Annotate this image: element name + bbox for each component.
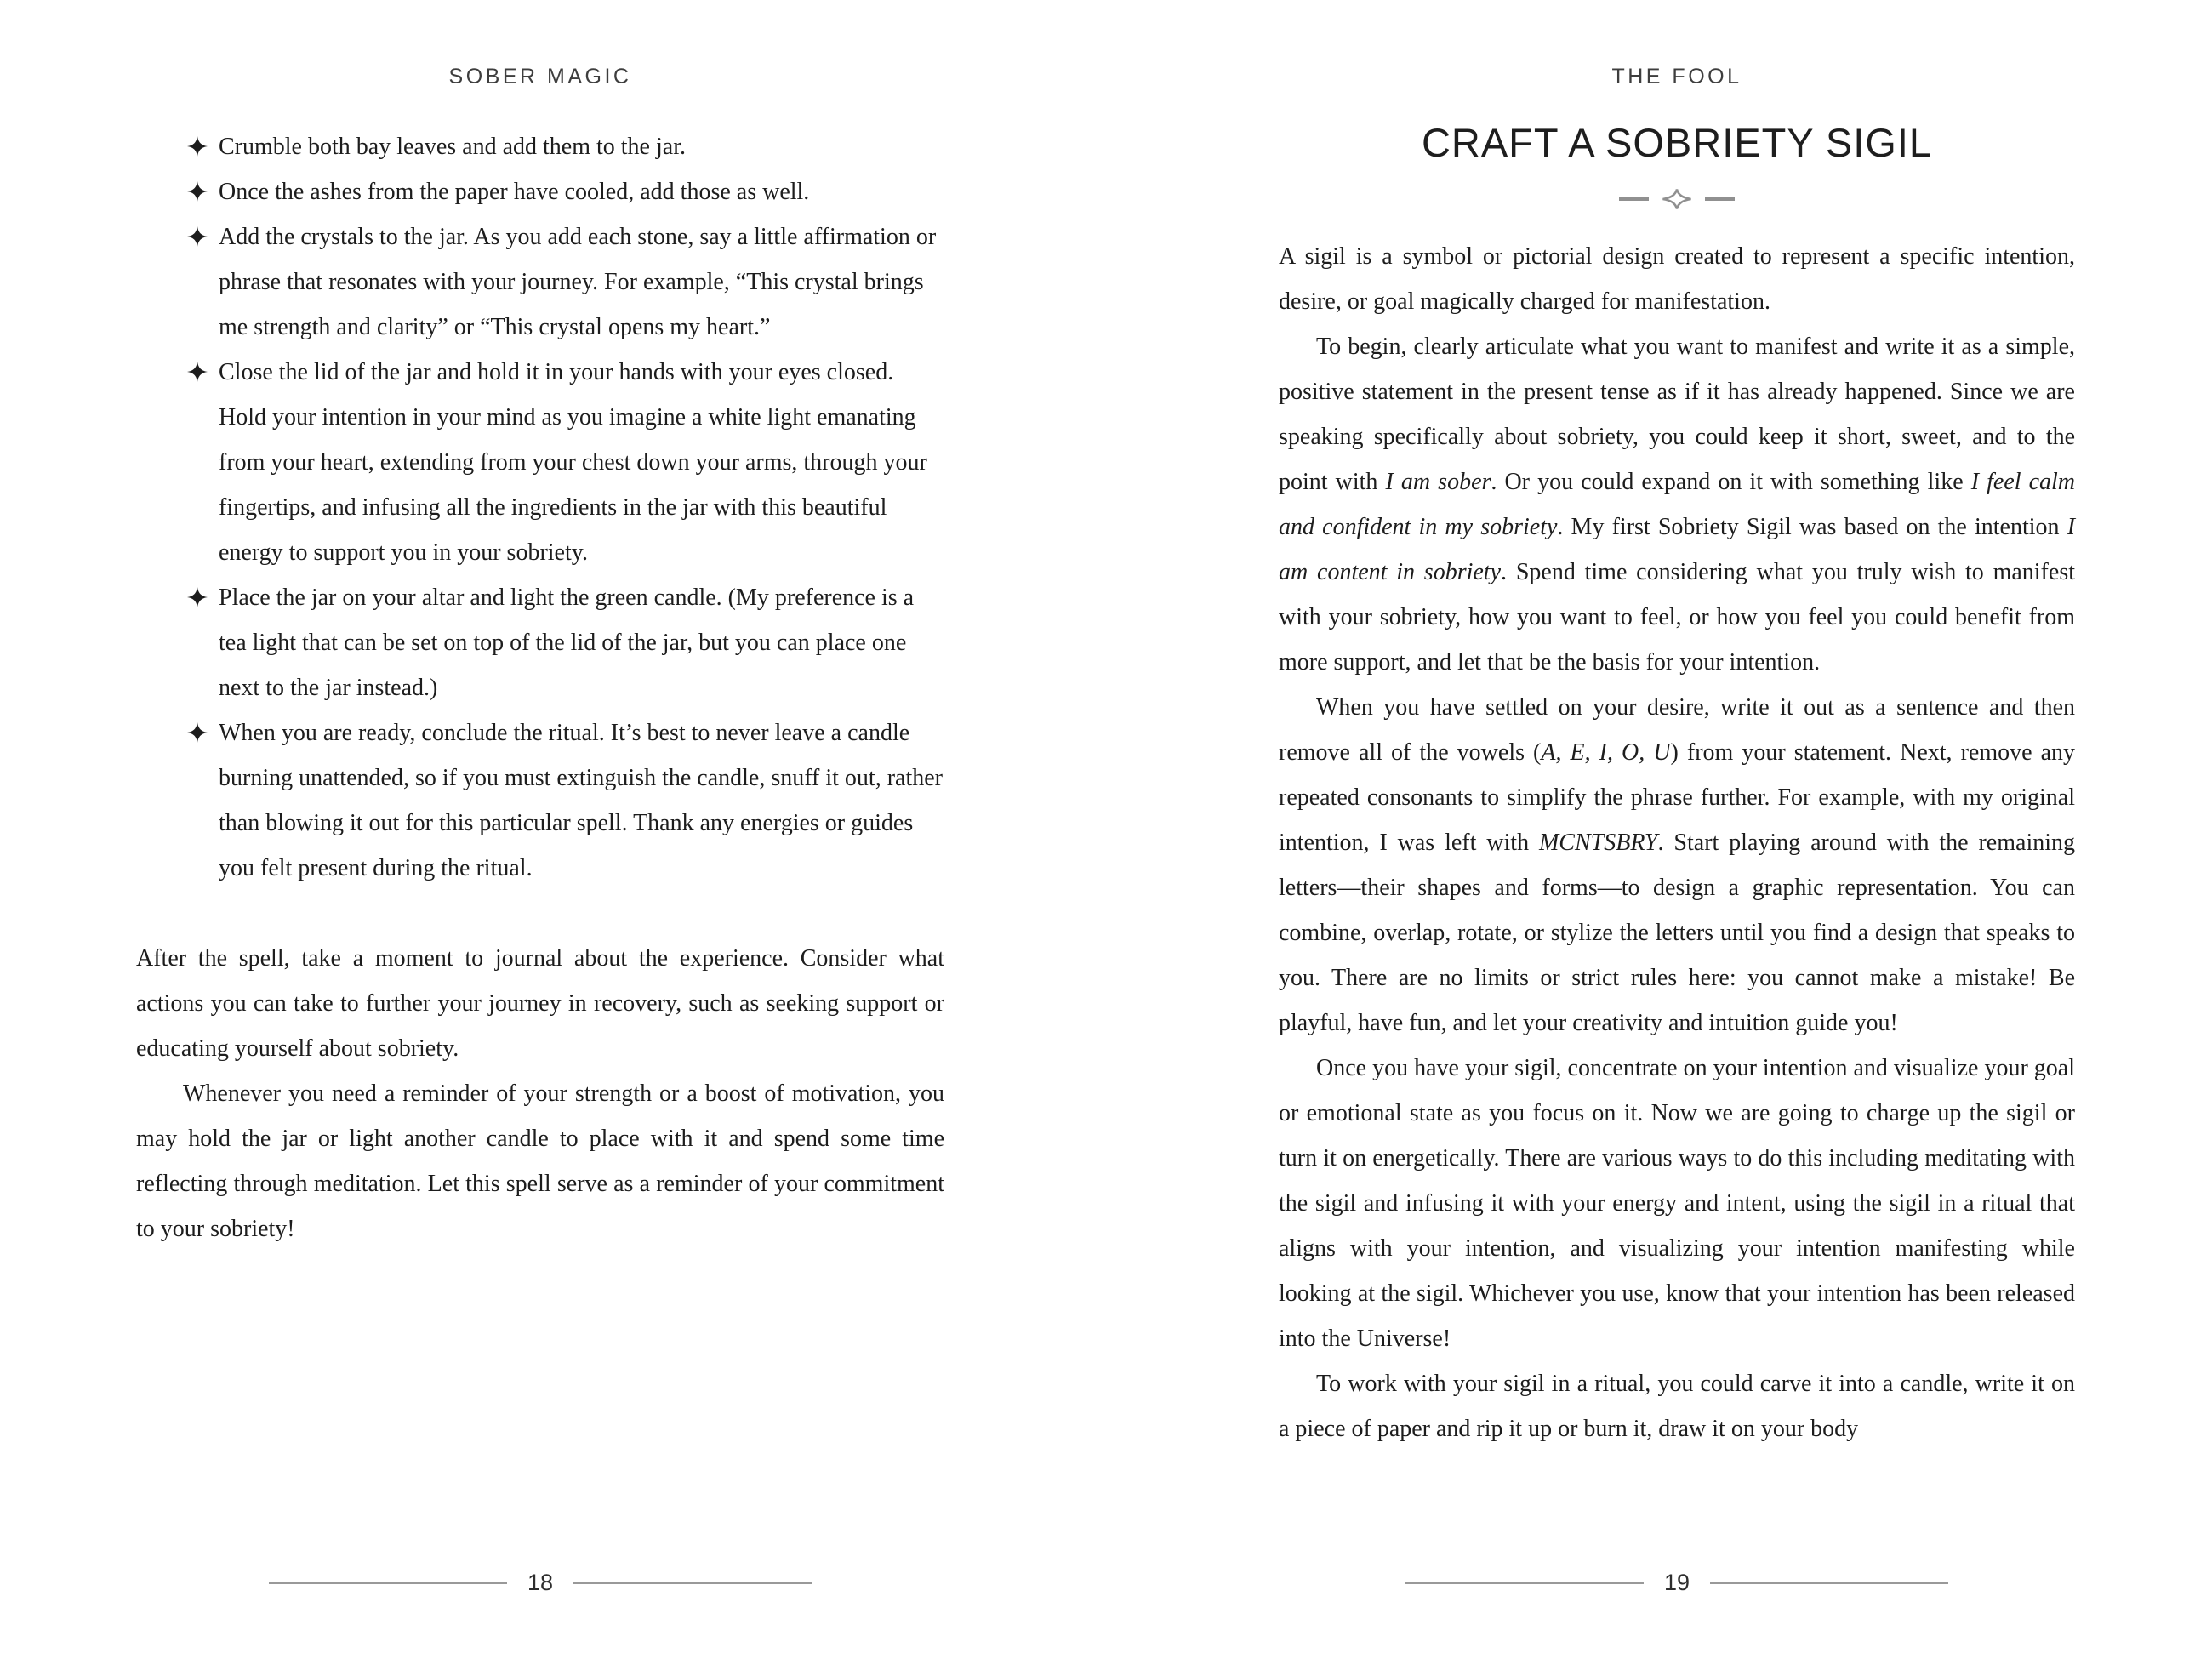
bullet-text: Once the ashes from the paper have cooled, add those as well. — [219, 179, 810, 205]
bullet-star-icon — [187, 362, 208, 382]
bullet-star-icon — [187, 226, 208, 247]
page-number: 18 — [527, 1569, 554, 1595]
body-paragraph: Once you have your sigil, concentrate on your intention and visualize your goal or emotional state as you focus on it. Now we are going to charge up the sigil or turn it on energetically. There are various ways to do this including meditating with the sigil and infusing it with your energy and intent, using the sigil in a ritual that aligns with your intention, and visualizing your intention manifesting while looking at the sigil. Whichever you use, know that your intention has been released into the Universe! — [1279, 1055, 2075, 1352]
bullet-item — [136, 575, 944, 710]
footer-rule-right — [573, 1582, 812, 1584]
body-paragraph: To begin, clearly articulate what you want to manifest and write it as a simple, positive statement in the present tense as if it has already happened. Since we are speaking specifically about sobriety, you could keep it short, sweet, and to the point with I am sober. Or you could expand on it with something like I feel calm and confident in my sobriety. My first Sobriety Sigil was based on the intention I am content in sobriety. Spend time considering what you truly wish to manifest with your sobriety, how you want to feel, or how you feel you could benefit from more support, and let that be the basis for your intention. — [1279, 334, 2076, 676]
page-number: 19 — [1663, 1569, 1690, 1595]
footer-rule-right — [1710, 1582, 1948, 1584]
body-paragraph: Whenever you need a reminder of your strength or a boost of motivation, you may hold the jar or light another candle to place with it and spend some time reflecting through meditation. Let this spell serve as a reminder of your commitment to your sobriety! — [136, 1080, 944, 1242]
bullet-text: Crumble both bay leaves and add them to the jar. — [219, 134, 686, 160]
bullet-item — [136, 124, 944, 169]
body-paragraph: When you have settled on your desire, write it out as a sentence and then remove all of the vowels (A, E, I, O, U) from your statement. Next, remove any repeated consonants to simplify the phrase further. For example, with my original intention, I was left with MCNTSBRY. Start playing around with the remaining letters—their shapes and forms—to design a graphic representation. You can combine, overlap, rotate, or stylize the letters until you find a design that speaks to you. There are no limits or strict rules here: you cannot make a mistake! Be playful, have fun, and let your creativity and intuition guide you! — [1279, 694, 2076, 1036]
chapter-title: CRAFT A SOBRIETY SIGIL — [1421, 120, 1933, 165]
bullet-text: Close the lid of the jar and hold it in your hands with your eyes closed. Hold your intention in your mind as you imagine a white light emanating from your heart, extending from your chest down your arms, through your fingertips, and infusing all the ingredients in the jar with this beautiful energy to support you in your sobriety. — [219, 359, 927, 566]
bullet-star-icon — [187, 136, 208, 157]
bullet-list — [136, 124, 944, 891]
page-footer-right — [1279, 1568, 2075, 1597]
right-text-block — [1279, 119, 2075, 1451]
page-footer-left — [136, 1568, 944, 1597]
left-paragraphs — [136, 936, 944, 1251]
right-page — [1106, 0, 2212, 1659]
ornament-dash-right-icon — [1705, 197, 1735, 201]
ornament-diamond-icon — [1662, 188, 1692, 210]
right-paragraphs — [1279, 234, 2075, 1451]
bullet-item — [136, 350, 944, 575]
bullet-star-icon — [187, 181, 208, 202]
bullet-item — [136, 214, 944, 350]
footer-rule-left — [1405, 1582, 1644, 1584]
ornament-dash-left-icon — [1619, 197, 1649, 201]
body-paragraph: To work with your sigil in a ritual, you could carve it into a candle, write it on a piece of paper and rip it up or burn it, draw it on your body — [1279, 1371, 2075, 1442]
running-head-left: SOBER MAGIC — [448, 65, 632, 88]
footer-rule-left — [269, 1582, 507, 1584]
bullet-text: Place the jar on your altar and light the green candle. (My preference is a tea light that can be set on top of the lid of the jar, but you can place one next to the jar instead.) — [219, 584, 915, 701]
body-paragraph: A sigil is a symbol or pictorial design created to represent a specific intention, desire, or goal magically charged for manifestation. — [1279, 243, 2075, 315]
running-head-right: THE FOOL — [1611, 65, 1742, 88]
bullet-item — [136, 710, 944, 891]
bullet-star-icon — [187, 722, 208, 743]
body-paragraph: After the spell, take a moment to journal about the experience. Consider what actions you can take to further your journey in recovery, such as seeking support or educating yourself about sobriety. — [136, 945, 944, 1062]
bullet-star-icon — [187, 587, 208, 607]
bullet-item — [136, 169, 944, 214]
bullet-text: When you are ready, conclude the ritual. It’s best to never leave a candle burning unattended, so if you must extinguish the candle, snuff it out, rather than blowing it out for this particular spell. Thank any energies or guides you felt present during the ritual. — [219, 720, 943, 881]
title-ornament — [1279, 188, 2075, 210]
left-text-block — [136, 124, 944, 1251]
bullet-text: Add the crystals to the jar. As you add each stone, say a little affirmation or phrase that resonates with your journey. For example, “This crystal brings me strength and clarity” or “This crystal opens my heart.” — [219, 224, 937, 340]
